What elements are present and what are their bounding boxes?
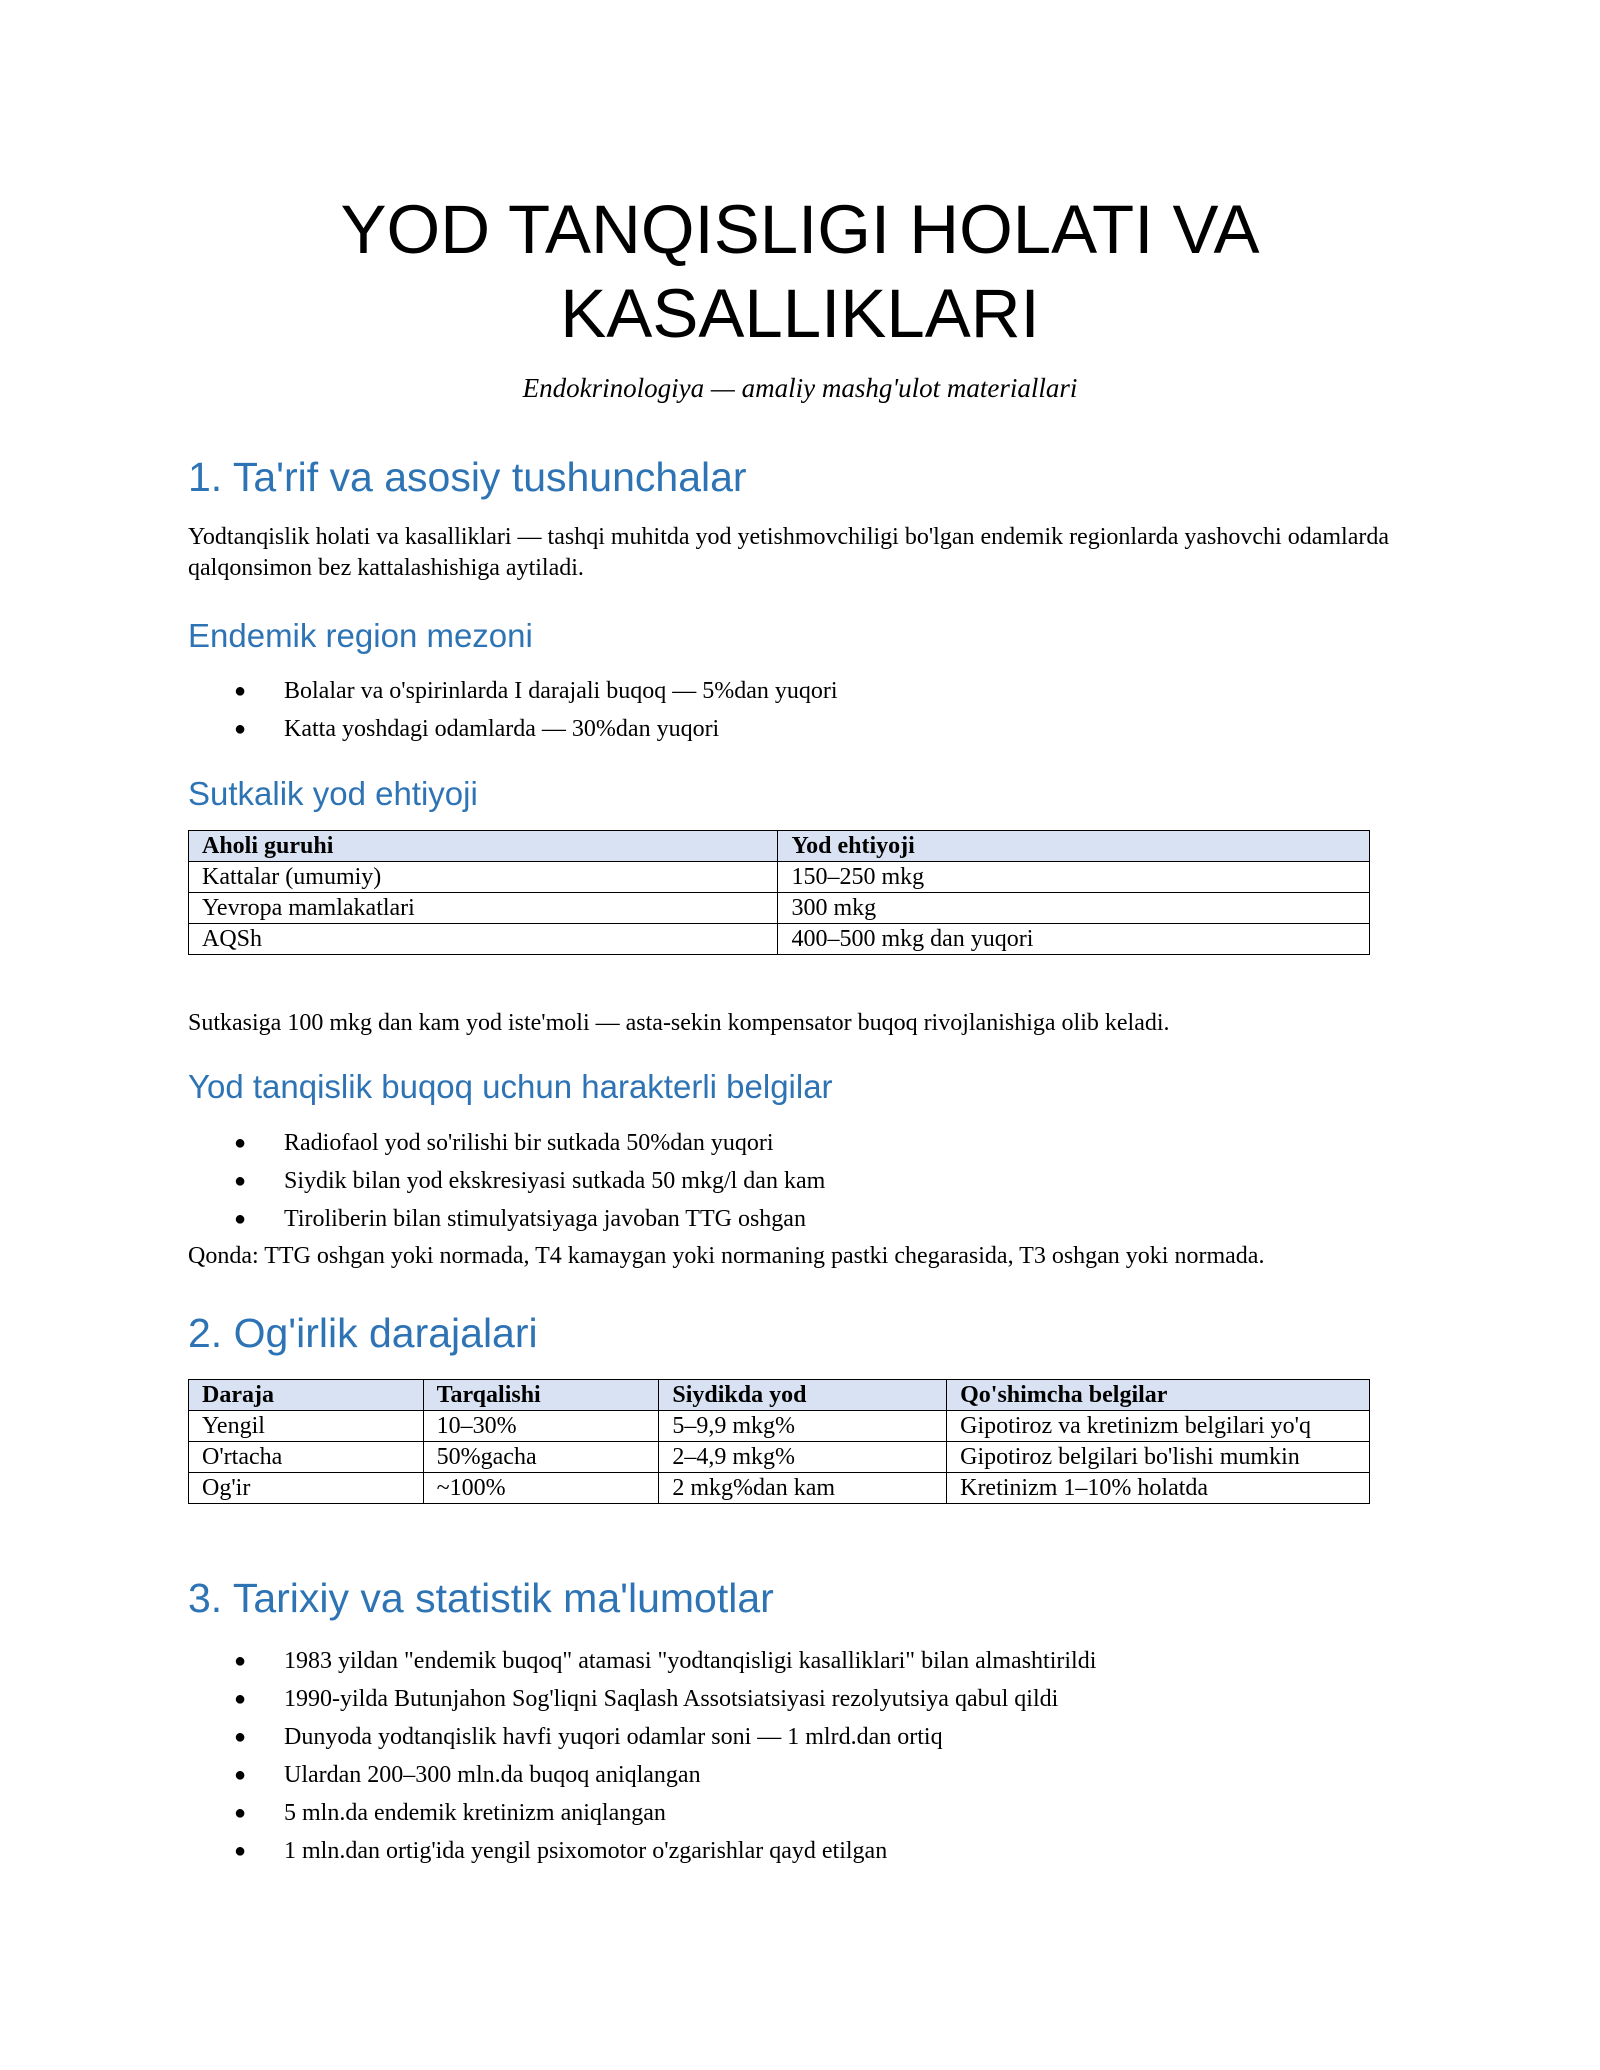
table-header-cell: Siydikda yod <box>659 1380 947 1411</box>
section-2-heading: 2. Og'irlik darajalari <box>188 1310 538 1356</box>
list-item: ● Siydik bilan yod ekskresiyasi sutkada 50 mkg/l dan kam <box>188 1162 825 1200</box>
table-cell: AQSh <box>189 924 778 955</box>
table-cell: Gipotiroz belgilari bo'lishi mumkin <box>947 1442 1370 1473</box>
table-cell: ~100% <box>423 1473 659 1504</box>
bullet-icon: ● <box>234 1170 247 1192</box>
bullet-icon: ● <box>234 1764 247 1786</box>
bullet-icon: ● <box>234 1726 247 1748</box>
document-subtitle: Endokrinologiya — amaliy mashg'ulot materiallari <box>522 373 1078 403</box>
table-cell: 2–4,9 mkg% <box>659 1442 947 1473</box>
daily-requirement-heading: Sutkalik yod ehtiyoji <box>188 775 478 812</box>
list-item: ● 1983 yildan "endemik buqoq" atamasi "yodtanqisligi kasalliklari" bilan almashtirildi <box>188 1642 1096 1680</box>
table-header-cell: Tarqalishi <box>423 1380 659 1411</box>
table-header-row <box>189 1380 1370 1411</box>
list-item: ● Ulardan 200–300 mln.da buqoq aniqlangan <box>188 1756 1096 1794</box>
list-item: ● 1 mln.dan ortig'ida yengil psixomotor o'zgarishlar qayd etilgan <box>188 1832 1096 1870</box>
goiter-signs-list <box>188 1124 825 1238</box>
bullet-icon: ● <box>234 1840 247 1862</box>
history-stats-list <box>188 1642 1096 1870</box>
table-cell: Yengil <box>189 1411 424 1442</box>
bullet-icon: ● <box>234 1802 247 1824</box>
bullet-icon: ● <box>234 680 247 702</box>
table-cell: Gipotiroz va kretinizm belgilari yo'q <box>947 1411 1370 1442</box>
endemic-criteria-heading: Endemik region mezoni <box>188 617 533 654</box>
table-header-cell: Yod ehtiyoji <box>778 831 1370 862</box>
endemic-criteria-list <box>188 672 838 748</box>
table-cell: 50%gacha <box>423 1442 659 1473</box>
table-row <box>189 862 1370 893</box>
table-header-row <box>189 831 1370 862</box>
table-row <box>189 893 1370 924</box>
document-title: YOD TANQISLIGI HOLATI VA KASALLIKLARI <box>340 191 1260 352</box>
blood-values-rule: Qonda: TTG oshgan yoki normada, T4 kamaygan yoki normaning pastki chegarasida, T3 oshgan yoki normada. <box>188 1243 1265 1269</box>
table-cell: 5–9,9 mkg% <box>659 1411 947 1442</box>
list-item: ● Tiroliberin bilan stimulyatsiyaga javoban TTG oshgan <box>188 1200 825 1238</box>
table-cell: Kretinizm 1–10% holatda <box>947 1473 1370 1504</box>
table-cell: Yevropa mamlakatlari <box>189 893 778 924</box>
bullet-icon: ● <box>234 1650 247 1672</box>
bullet-icon: ● <box>234 1208 247 1230</box>
list-item: ● Radiofaol yod so'rilishi bir sutkada 50%dan yuqori <box>188 1124 825 1162</box>
table-cell: Og'ir <box>189 1473 424 1504</box>
list-item: ● Katta yoshdagi odamlarda — 30%dan yuqori <box>188 710 838 748</box>
section-3-heading: 3. Tarixiy va statistik ma'lumotlar <box>188 1575 774 1621</box>
daily-requirement-table <box>188 830 1370 955</box>
goiter-signs-heading: Yod tanqislik buqoq uchun harakterli belgilar <box>188 1068 833 1105</box>
table-header-cell: Aholi guruhi <box>189 831 778 862</box>
table-cell: 2 mkg%dan kam <box>659 1473 947 1504</box>
bullet-icon: ● <box>234 718 247 740</box>
section-1-intro: Yodtanqislik holati va kasalliklari — tashqi muhitda yod yetishmovchiligi bo'lgan endemik regionlarda yashovchi odamlarda qalqonsimon bez kattalashishiga aytiladi. <box>188 524 1389 581</box>
table-row <box>189 924 1370 955</box>
list-item: ● 5 mln.da endemik kretinizm aniqlangan <box>188 1794 1096 1832</box>
daily-requirement-note: Sutkasiga 100 mkg dan kam yod iste'moli — asta-sekin kompensator buqoq rivojlanishiga olib keladi. <box>188 1010 1170 1036</box>
table-header-cell: Daraja <box>189 1380 424 1411</box>
list-item: ● Dunyoda yodtanqislik havfi yuqori odamlar soni — 1 mlrd.dan ortiq <box>188 1718 1096 1756</box>
section-1-heading: 1. Ta'rif va asosiy tushunchalar <box>188 454 747 500</box>
table-header-cell: Qo'shimcha belgilar <box>947 1380 1370 1411</box>
table-cell: O'rtacha <box>189 1442 424 1473</box>
severity-table <box>188 1379 1370 1504</box>
list-item: ● 1990-yilda Butunjahon Sog'liqni Saqlash Assotsiatsiyasi rezolyutsiya qabul qildi <box>188 1680 1096 1718</box>
table-cell: Kattalar (umumiy) <box>189 862 778 893</box>
table-cell: 10–30% <box>423 1411 659 1442</box>
bullet-icon: ● <box>234 1132 247 1154</box>
table-cell: 300 mkg <box>778 893 1370 924</box>
table-cell: 150–250 mkg <box>778 862 1370 893</box>
table-row <box>189 1473 1370 1504</box>
bullet-icon: ● <box>234 1688 247 1710</box>
list-item: ● Bolalar va o'spirinlarda I darajali buqoq — 5%dan yuqori <box>188 672 838 710</box>
table-row <box>189 1411 1370 1442</box>
table-row <box>189 1442 1370 1473</box>
table-cell: 400–500 mkg dan yuqori <box>778 924 1370 955</box>
